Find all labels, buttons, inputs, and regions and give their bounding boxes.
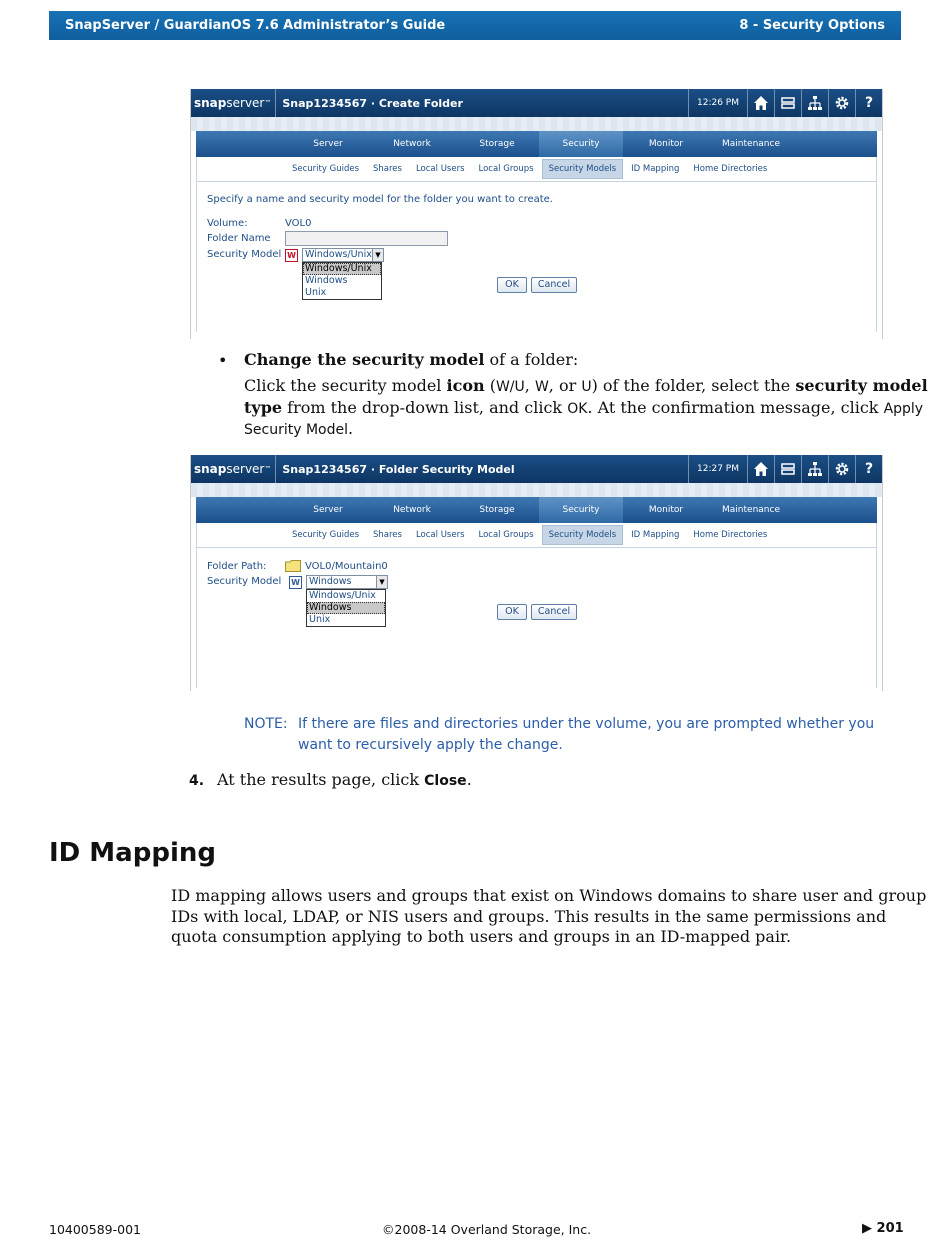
volume-value: VOL0 bbox=[285, 218, 312, 229]
security-model-label: Security Model bbox=[207, 576, 282, 587]
folder-security-form bbox=[196, 548, 877, 688]
option-windows[interactable]: Windows bbox=[305, 275, 348, 286]
guide-title: SnapServer / GuardianOS 7.6 Administrator’s Guide bbox=[65, 18, 446, 33]
security-model-dropdown bbox=[302, 262, 382, 300]
step-text: At the results page, click Close. bbox=[217, 770, 472, 789]
sitemap-icon[interactable] bbox=[801, 455, 828, 483]
create-folder-screenshot bbox=[190, 89, 883, 339]
subnav-id-mapping[interactable]: ID Mapping bbox=[631, 530, 680, 540]
nav-monitor[interactable]: Monitor bbox=[648, 505, 684, 515]
nav-network[interactable]: Network bbox=[393, 139, 431, 149]
help-icon[interactable]: ? bbox=[855, 455, 882, 483]
window-title: Snap1234567 · Folder Security Model bbox=[282, 462, 515, 476]
nav-network[interactable]: Network bbox=[393, 505, 431, 515]
option-windows[interactable]: Windows bbox=[307, 602, 385, 614]
app-titlebar bbox=[191, 89, 882, 117]
page-header-bar bbox=[49, 11, 901, 40]
nav-maintenance[interactable]: Maintenance bbox=[722, 139, 780, 149]
subnav-security-models[interactable]: Security Models bbox=[542, 159, 624, 179]
windows-unix-model-icon[interactable]: W bbox=[285, 249, 298, 262]
nav-storage[interactable]: Storage bbox=[479, 505, 515, 515]
nav-storage[interactable]: Storage bbox=[479, 139, 515, 149]
server-icon[interactable] bbox=[774, 455, 801, 483]
nav-server[interactable]: Server bbox=[313, 505, 343, 515]
create-folder-form bbox=[196, 182, 877, 332]
chevron-down-icon[interactable]: ▼ bbox=[372, 249, 383, 261]
window-title: Snap1234567 · Create Folder bbox=[282, 96, 463, 110]
subnav-security-models[interactable]: Security Models bbox=[542, 525, 624, 545]
sitemap-icon[interactable] bbox=[801, 89, 828, 117]
ok-button[interactable]: OK bbox=[497, 277, 527, 293]
section-paragraph: ID mapping allows users and groups that exist on Windows domains to share user and group IDs with local, LDAP, or NIS users and groups. This results in the same permissions and quota consumption applying to both users and groups in an ID-mapped pair. bbox=[171, 886, 927, 946]
volume-label: Volume: bbox=[207, 218, 248, 229]
ok-button[interactable]: OK bbox=[497, 604, 527, 620]
security-model-label: Security Model bbox=[207, 249, 282, 260]
help-icon[interactable]: ? bbox=[855, 89, 882, 117]
server-icon[interactable] bbox=[774, 89, 801, 117]
subnav-local-groups[interactable]: Local Groups bbox=[478, 530, 534, 540]
clock: 12:27 PM bbox=[688, 455, 747, 483]
chapter-title: 8 - Security Options bbox=[739, 18, 885, 33]
security-subnav bbox=[196, 523, 877, 548]
page-number: ▶ 201 bbox=[862, 1221, 904, 1236]
snapserver-logo: snap server ™ bbox=[191, 455, 276, 483]
clock: 12:26 PM bbox=[688, 89, 747, 117]
cancel-button[interactable]: Cancel bbox=[531, 277, 577, 293]
section-heading: ID Mapping bbox=[49, 838, 216, 868]
app-titlebar bbox=[191, 455, 882, 483]
bullet-heading: Change the security model of a folder: bbox=[244, 350, 579, 369]
bullet-mark: • bbox=[218, 351, 228, 370]
nav-security[interactable]: Security bbox=[539, 497, 623, 523]
main-nav bbox=[196, 131, 877, 157]
play-arrow-icon: ▶ bbox=[862, 1221, 872, 1236]
home-icon[interactable] bbox=[747, 89, 774, 117]
copyright: ©2008-14 Overland Storage, Inc. bbox=[382, 1222, 592, 1237]
folder-security-model-screenshot bbox=[190, 455, 883, 691]
instruction-text: Specify a name and security model for the folder you want to create. bbox=[207, 194, 553, 205]
folder-path-value: VOL0/Mountain0 bbox=[305, 561, 388, 572]
folder-name-input[interactable] bbox=[285, 231, 448, 246]
cancel-button[interactable]: Cancel bbox=[531, 604, 577, 620]
subnav-id-mapping[interactable]: ID Mapping bbox=[631, 164, 680, 174]
option-unix[interactable]: Unix bbox=[305, 287, 327, 298]
doc-number: 10400589-001 bbox=[49, 1222, 141, 1237]
subnav-home-directories[interactable]: Home Directories bbox=[693, 530, 768, 540]
subnav-local-users[interactable]: Local Users bbox=[415, 530, 465, 540]
subnav-shares[interactable]: Shares bbox=[373, 164, 402, 174]
folder-path-label: Folder Path: bbox=[207, 561, 267, 572]
gear-icon[interactable] bbox=[828, 89, 855, 117]
subnav-shares[interactable]: Shares bbox=[373, 530, 402, 540]
option-windows-unix[interactable]: Windows/Unix bbox=[309, 590, 376, 601]
folder-name-label: Folder Name bbox=[207, 233, 271, 244]
note-label: NOTE: bbox=[244, 716, 288, 732]
subnav-home-directories[interactable]: Home Directories bbox=[693, 164, 768, 174]
main-nav bbox=[196, 497, 877, 523]
option-windows-unix[interactable]: Windows/Unix bbox=[303, 263, 381, 275]
security-model-dropdown bbox=[306, 589, 386, 627]
security-model-select[interactable]: Windows/Unix ▼ bbox=[302, 248, 384, 262]
nav-server[interactable]: Server bbox=[313, 139, 343, 149]
security-subnav bbox=[196, 157, 877, 182]
nav-security[interactable]: Security bbox=[539, 131, 623, 157]
gear-icon[interactable] bbox=[828, 455, 855, 483]
step-number: 4. bbox=[189, 773, 205, 789]
subnav-local-groups[interactable]: Local Groups bbox=[478, 164, 534, 174]
nav-maintenance[interactable]: Maintenance bbox=[722, 505, 780, 515]
subnav-security-guides[interactable]: Security Guides bbox=[292, 164, 359, 174]
home-icon[interactable] bbox=[747, 455, 774, 483]
chevron-down-icon[interactable]: ▼ bbox=[376, 576, 387, 588]
windows-model-icon[interactable]: W bbox=[289, 576, 302, 589]
note-text: If there are files and directories under the volume, you are prompted whether you want to recursively apply the change. bbox=[298, 716, 875, 753]
option-unix[interactable]: Unix bbox=[309, 614, 331, 625]
snapserver-logo: snap server ™ bbox=[191, 89, 276, 117]
subnav-local-users[interactable]: Local Users bbox=[415, 164, 465, 174]
nav-monitor[interactable]: Monitor bbox=[648, 139, 684, 149]
bullet-body: Click the security model icon (W/U, W, or U) of the folder, select the security model type from the drop-down list, and click OK. At the confirmation message, click Apply Security Model. bbox=[244, 376, 928, 438]
subnav-security-guides[interactable]: Security Guides bbox=[292, 530, 359, 540]
security-model-select[interactable]: Windows ▼ bbox=[306, 575, 388, 589]
folder-icon bbox=[285, 560, 300, 571]
